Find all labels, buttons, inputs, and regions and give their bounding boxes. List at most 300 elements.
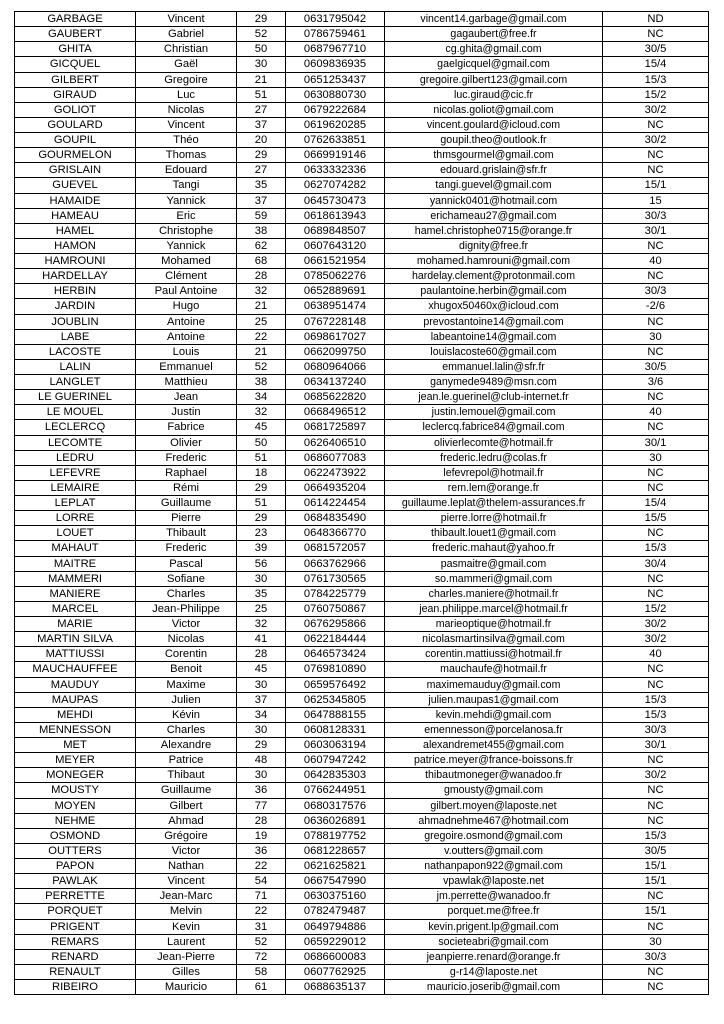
- table-row: [15, 586, 709, 601]
- age-cell: 51: [237, 450, 286, 465]
- age-cell: 36: [237, 783, 286, 798]
- table-row: [15, 359, 709, 374]
- ranking-cell: NC: [603, 163, 709, 178]
- ranking-cell: 15/5: [603, 511, 709, 526]
- phone-cell: 0661521954: [286, 254, 385, 269]
- first-name-cell: Gaël: [136, 57, 237, 72]
- age-cell: 21: [237, 72, 286, 87]
- age-cell: 62: [237, 238, 286, 253]
- age-cell: 29: [237, 511, 286, 526]
- email-cell: maximemauduy@gmail.com: [385, 677, 603, 692]
- first-name-cell: Pierre: [136, 511, 237, 526]
- email-cell: nicolas.goliot@gmail.com: [385, 102, 603, 117]
- phone-cell: 0782479487: [286, 904, 385, 919]
- age-cell: 29: [237, 480, 286, 495]
- first-name-cell: Ahmad: [136, 813, 237, 828]
- first-name-cell: Corentin: [136, 647, 237, 662]
- age-cell: 41: [237, 632, 286, 647]
- last-name-cell: PAWLAK: [15, 874, 136, 889]
- table-row: [15, 27, 709, 42]
- age-cell: 58: [237, 964, 286, 979]
- age-cell: 30: [237, 571, 286, 586]
- phone-cell: 0642835303: [286, 768, 385, 783]
- first-name-cell: Jean: [136, 390, 237, 405]
- email-cell: guillaume.leplat@thelem-assurances.fr: [385, 496, 603, 511]
- ranking-cell: -2/6: [603, 299, 709, 314]
- last-name-cell: MARCEL: [15, 601, 136, 616]
- first-name-cell: Laurent: [136, 934, 237, 949]
- members-table: [14, 11, 709, 995]
- last-name-cell: MAMMERI: [15, 571, 136, 586]
- email-cell: pasmaitre@gmail.com: [385, 556, 603, 571]
- table-row: [15, 541, 709, 556]
- table-row: [15, 934, 709, 949]
- ranking-cell: NC: [603, 420, 709, 435]
- email-cell: luc.giraud@cic.fr: [385, 87, 603, 102]
- email-cell: nathanpapon922@gmail.com: [385, 859, 603, 874]
- phone-cell: 0679222684: [286, 102, 385, 117]
- phone-cell: 0769810890: [286, 662, 385, 677]
- ranking-cell: NC: [603, 526, 709, 541]
- first-name-cell: Eric: [136, 208, 237, 223]
- table-row: [15, 632, 709, 647]
- first-name-cell: Jean-Pierre: [136, 949, 237, 964]
- ranking-cell: 30/3: [603, 284, 709, 299]
- ranking-cell: 30: [603, 934, 709, 949]
- first-name-cell: Nicolas: [136, 632, 237, 647]
- ranking-cell: NC: [603, 677, 709, 692]
- table-row: [15, 904, 709, 919]
- table-row: [15, 148, 709, 163]
- age-cell: 31: [237, 919, 286, 934]
- first-name-cell: Sofiane: [136, 571, 237, 586]
- age-cell: 54: [237, 874, 286, 889]
- first-name-cell: Melvin: [136, 904, 237, 919]
- age-cell: 61: [237, 980, 286, 995]
- last-name-cell: RENARD: [15, 949, 136, 964]
- table-row: [15, 677, 709, 692]
- first-name-cell: Vincent: [136, 874, 237, 889]
- email-cell: porquet.me@free.fr: [385, 904, 603, 919]
- last-name-cell: MOYEN: [15, 798, 136, 813]
- phone-cell: 0668496512: [286, 405, 385, 420]
- phone-cell: 0684835490: [286, 511, 385, 526]
- last-name-cell: GOUPIL: [15, 133, 136, 148]
- ranking-cell: 15/1: [603, 904, 709, 919]
- table-row: [15, 753, 709, 768]
- email-cell: goupil.theo@outlook.fr: [385, 133, 603, 148]
- table-row: [15, 344, 709, 359]
- email-cell: vincent14.garbage@gmail.com: [385, 12, 603, 27]
- first-name-cell: Guillaume: [136, 496, 237, 511]
- email-cell: kevin.prigent.lp@gmail.com: [385, 919, 603, 934]
- email-cell: edouard.grislain@sfr.fr: [385, 163, 603, 178]
- email-cell: thibautmoneger@wanadoo.fr: [385, 768, 603, 783]
- table-row: [15, 783, 709, 798]
- phone-cell: 0681228657: [286, 843, 385, 858]
- table-row: [15, 450, 709, 465]
- first-name-cell: Yannick: [136, 193, 237, 208]
- phone-cell: 0680317576: [286, 798, 385, 813]
- age-cell: 32: [237, 284, 286, 299]
- age-cell: 36: [237, 843, 286, 858]
- phone-cell: 0686600083: [286, 949, 385, 964]
- table-row: [15, 193, 709, 208]
- first-name-cell: Justin: [136, 405, 237, 420]
- table-row: [15, 329, 709, 344]
- age-cell: 30: [237, 57, 286, 72]
- email-cell: jeanpierre.renard@orange.fr: [385, 949, 603, 964]
- last-name-cell: MOUSTY: [15, 783, 136, 798]
- table-row: [15, 738, 709, 753]
- ranking-cell: 30/3: [603, 208, 709, 223]
- table-row: [15, 617, 709, 632]
- table-row: [15, 102, 709, 117]
- first-name-cell: Grégoire: [136, 828, 237, 843]
- age-cell: 68: [237, 254, 286, 269]
- age-cell: 34: [237, 390, 286, 405]
- phone-cell: 0680964066: [286, 359, 385, 374]
- ranking-cell: NC: [603, 783, 709, 798]
- ranking-cell: NC: [603, 269, 709, 284]
- last-name-cell: LEMAIRE: [15, 480, 136, 495]
- phone-cell: 0698617027: [286, 329, 385, 344]
- phone-cell: 0762633851: [286, 133, 385, 148]
- phone-cell: 0607762925: [286, 964, 385, 979]
- phone-cell: 0634137240: [286, 375, 385, 390]
- email-cell: xhugox50460x@icloud.com: [385, 299, 603, 314]
- ranking-cell: 30/2: [603, 768, 709, 783]
- first-name-cell: Hugo: [136, 299, 237, 314]
- table-row: [15, 949, 709, 964]
- age-cell: 25: [237, 314, 286, 329]
- last-name-cell: GRISLAIN: [15, 163, 136, 178]
- last-name-cell: MANIERE: [15, 586, 136, 601]
- email-cell: jm.perrette@wanadoo.fr: [385, 889, 603, 904]
- age-cell: 71: [237, 889, 286, 904]
- first-name-cell: Luc: [136, 87, 237, 102]
- ranking-cell: 40: [603, 405, 709, 420]
- ranking-cell: ND: [603, 12, 709, 27]
- first-name-cell: Vincent: [136, 12, 237, 27]
- phone-cell: 0785062276: [286, 269, 385, 284]
- first-name-cell: Mauricio: [136, 980, 237, 995]
- phone-cell: 0767228148: [286, 314, 385, 329]
- age-cell: 28: [237, 647, 286, 662]
- last-name-cell: HAMEL: [15, 223, 136, 238]
- last-name-cell: MONEGER: [15, 768, 136, 783]
- table-row: [15, 828, 709, 843]
- phone-cell: 0645730473: [286, 193, 385, 208]
- ranking-cell: 15/2: [603, 87, 709, 102]
- email-cell: tangi.guevel@gmail.com: [385, 178, 603, 193]
- age-cell: 34: [237, 707, 286, 722]
- ranking-cell: NC: [603, 148, 709, 163]
- last-name-cell: PAPON: [15, 859, 136, 874]
- email-cell: v.outters@gmail.com: [385, 843, 603, 858]
- email-cell: olivierlecomte@hotmail.fr: [385, 435, 603, 450]
- last-name-cell: MAITRE: [15, 556, 136, 571]
- table-row: [15, 496, 709, 511]
- ranking-cell: NC: [603, 964, 709, 979]
- last-name-cell: GOLIOT: [15, 102, 136, 117]
- first-name-cell: Frederic: [136, 541, 237, 556]
- age-cell: 56: [237, 556, 286, 571]
- first-name-cell: Emmanuel: [136, 359, 237, 374]
- first-name-cell: Jean-Marc: [136, 889, 237, 904]
- first-name-cell: Edouard: [136, 163, 237, 178]
- age-cell: 27: [237, 163, 286, 178]
- first-name-cell: Pascal: [136, 556, 237, 571]
- last-name-cell: LANGLET: [15, 375, 136, 390]
- table-row: [15, 375, 709, 390]
- age-cell: 38: [237, 375, 286, 390]
- age-cell: 22: [237, 329, 286, 344]
- last-name-cell: PORQUET: [15, 904, 136, 919]
- age-cell: 29: [237, 738, 286, 753]
- table-row: [15, 465, 709, 480]
- last-name-cell: LOUET: [15, 526, 136, 541]
- phone-cell: 0689848507: [286, 223, 385, 238]
- table-row: [15, 874, 709, 889]
- first-name-cell: Thibault: [136, 526, 237, 541]
- ranking-cell: 30: [603, 450, 709, 465]
- table-row: [15, 12, 709, 27]
- phone-cell: 0676295866: [286, 617, 385, 632]
- phone-cell: 0648366770: [286, 526, 385, 541]
- age-cell: 50: [237, 42, 286, 57]
- first-name-cell: Nicolas: [136, 102, 237, 117]
- phone-cell: 0667547990: [286, 874, 385, 889]
- last-name-cell: PRIGENT: [15, 919, 136, 934]
- ranking-cell: 40: [603, 254, 709, 269]
- ranking-cell: NC: [603, 980, 709, 995]
- last-name-cell: GARBAGE: [15, 12, 136, 27]
- last-name-cell: MET: [15, 738, 136, 753]
- ranking-cell: 30/5: [603, 359, 709, 374]
- phone-cell: 0603063194: [286, 738, 385, 753]
- ranking-cell: NC: [603, 889, 709, 904]
- email-cell: charles.maniere@hotmail.fr: [385, 586, 603, 601]
- ranking-cell: 30/2: [603, 617, 709, 632]
- table-row: [15, 859, 709, 874]
- table-row: [15, 722, 709, 737]
- phone-cell: 0633332336: [286, 163, 385, 178]
- first-name-cell: Guillaume: [136, 783, 237, 798]
- last-name-cell: OSMOND: [15, 828, 136, 843]
- last-name-cell: MARTIN SILVA: [15, 632, 136, 647]
- last-name-cell: MEHDI: [15, 707, 136, 722]
- age-cell: 45: [237, 420, 286, 435]
- last-name-cell: LEPLAT: [15, 496, 136, 511]
- email-cell: vpawlak@laposte.net: [385, 874, 603, 889]
- phone-cell: 0607643120: [286, 238, 385, 253]
- ranking-cell: NC: [603, 117, 709, 132]
- ranking-cell: 15/3: [603, 72, 709, 87]
- email-cell: vincent.goulard@icloud.com: [385, 117, 603, 132]
- last-name-cell: LABE: [15, 329, 136, 344]
- last-name-cell: OUTTERS: [15, 843, 136, 858]
- table-row: [15, 299, 709, 314]
- last-name-cell: MAHAUT: [15, 541, 136, 556]
- table-row: [15, 238, 709, 253]
- email-cell: erichameau27@gmail.com: [385, 208, 603, 223]
- last-name-cell: NEHME: [15, 813, 136, 828]
- phone-cell: 0788197752: [286, 828, 385, 843]
- last-name-cell: LE GUERINEL: [15, 390, 136, 405]
- ranking-cell: 15/1: [603, 874, 709, 889]
- phone-cell: 0627074282: [286, 178, 385, 193]
- phone-cell: 0626406510: [286, 435, 385, 450]
- ranking-cell: NC: [603, 586, 709, 601]
- ranking-cell: 15/3: [603, 828, 709, 843]
- email-cell: mohamed.hamrouni@gmail.com: [385, 254, 603, 269]
- first-name-cell: Antoine: [136, 329, 237, 344]
- first-name-cell: Raphael: [136, 465, 237, 480]
- table-row: [15, 72, 709, 87]
- last-name-cell: MAUPAS: [15, 692, 136, 707]
- first-name-cell: Yannick: [136, 238, 237, 253]
- table-row: [15, 526, 709, 541]
- first-name-cell: Mohamed: [136, 254, 237, 269]
- first-name-cell: Charles: [136, 722, 237, 737]
- email-cell: alexandremet455@gmail.com: [385, 738, 603, 753]
- table-row: [15, 208, 709, 223]
- table-row: [15, 692, 709, 707]
- table-row: [15, 117, 709, 132]
- phone-cell: 0647888155: [286, 707, 385, 722]
- age-cell: 45: [237, 662, 286, 677]
- phone-cell: 0609836935: [286, 57, 385, 72]
- ranking-cell: 15/1: [603, 178, 709, 193]
- table-row: [15, 390, 709, 405]
- phone-cell: 0651253437: [286, 72, 385, 87]
- ranking-cell: 15/3: [603, 707, 709, 722]
- last-name-cell: MATTIUSSI: [15, 647, 136, 662]
- phone-cell: 0646573424: [286, 647, 385, 662]
- age-cell: 50: [237, 435, 286, 450]
- age-cell: 28: [237, 813, 286, 828]
- table-row: [15, 813, 709, 828]
- age-cell: 28: [237, 269, 286, 284]
- last-name-cell: GAUBERT: [15, 27, 136, 42]
- ranking-cell: NC: [603, 798, 709, 813]
- first-name-cell: Frederic: [136, 450, 237, 465]
- first-name-cell: Alexandre: [136, 738, 237, 753]
- ranking-cell: 30/1: [603, 223, 709, 238]
- email-cell: frederic.ledru@colas.fr: [385, 450, 603, 465]
- age-cell: 30: [237, 722, 286, 737]
- email-cell: cg.ghita@gmail.com: [385, 42, 603, 57]
- last-name-cell: HAMROUNI: [15, 254, 136, 269]
- email-cell: thibault.louet1@gmail.com: [385, 526, 603, 541]
- table-row: [15, 556, 709, 571]
- ranking-cell: 15/2: [603, 601, 709, 616]
- first-name-cell: Jean-Philippe: [136, 601, 237, 616]
- last-name-cell: HERBIN: [15, 284, 136, 299]
- age-cell: 72: [237, 949, 286, 964]
- table-row: [15, 314, 709, 329]
- last-name-cell: GOURMELON: [15, 148, 136, 163]
- table-row: [15, 707, 709, 722]
- first-name-cell: Fabrice: [136, 420, 237, 435]
- ranking-cell: NC: [603, 919, 709, 934]
- table-row: [15, 178, 709, 193]
- age-cell: 18: [237, 465, 286, 480]
- first-name-cell: Kevin: [136, 919, 237, 934]
- phone-cell: 0636026891: [286, 813, 385, 828]
- table-row: [15, 889, 709, 904]
- first-name-cell: Rémi: [136, 480, 237, 495]
- first-name-cell: Victor: [136, 617, 237, 632]
- last-name-cell: MAUDUY: [15, 677, 136, 692]
- first-name-cell: Patrice: [136, 753, 237, 768]
- table-row: [15, 223, 709, 238]
- phone-cell: 0631795042: [286, 12, 385, 27]
- email-cell: emmanuel.lalin@sfr.fr: [385, 359, 603, 374]
- first-name-cell: Vincent: [136, 117, 237, 132]
- email-cell: societeabri@gmail.com: [385, 934, 603, 949]
- age-cell: 20: [237, 133, 286, 148]
- ranking-cell: NC: [603, 390, 709, 405]
- first-name-cell: Gilbert: [136, 798, 237, 813]
- ranking-cell: NC: [603, 480, 709, 495]
- age-cell: 25: [237, 601, 286, 616]
- email-cell: gmousty@gmail.com: [385, 783, 603, 798]
- last-name-cell: JARDIN: [15, 299, 136, 314]
- last-name-cell: MEYER: [15, 753, 136, 768]
- first-name-cell: Charles: [136, 586, 237, 601]
- last-name-cell: GOULARD: [15, 117, 136, 132]
- first-name-cell: Julien: [136, 692, 237, 707]
- phone-cell: 0687967710: [286, 42, 385, 57]
- table-row: [15, 798, 709, 813]
- ranking-cell: 30/1: [603, 738, 709, 753]
- table-row: [15, 647, 709, 662]
- ranking-cell: NC: [603, 314, 709, 329]
- age-cell: 77: [237, 798, 286, 813]
- table-row: [15, 87, 709, 102]
- ranking-cell: 30/5: [603, 843, 709, 858]
- age-cell: 52: [237, 27, 286, 42]
- email-cell: marieoptique@hotmail.fr: [385, 617, 603, 632]
- ranking-cell: 15/4: [603, 496, 709, 511]
- age-cell: 30: [237, 677, 286, 692]
- last-name-cell: LORRE: [15, 511, 136, 526]
- email-cell: nicolasmartinsilva@gmail.com: [385, 632, 603, 647]
- phone-cell: 0681725897: [286, 420, 385, 435]
- table-row: [15, 964, 709, 979]
- phone-cell: 0685622820: [286, 390, 385, 405]
- phone-cell: 0669919146: [286, 148, 385, 163]
- age-cell: 38: [237, 223, 286, 238]
- email-cell: yannick0401@hotmail.com: [385, 193, 603, 208]
- table-row: [15, 768, 709, 783]
- email-cell: gregoire.osmond@gmail.com: [385, 828, 603, 843]
- ranking-cell: NC: [603, 344, 709, 359]
- email-cell: gregoire.gilbert123@gmail.com: [385, 72, 603, 87]
- email-cell: frederic.mahaut@yahoo.fr: [385, 541, 603, 556]
- age-cell: 21: [237, 344, 286, 359]
- first-name-cell: Louis: [136, 344, 237, 359]
- first-name-cell: Paul Antoine: [136, 284, 237, 299]
- table-row: [15, 843, 709, 858]
- last-name-cell: GILBERT: [15, 72, 136, 87]
- phone-cell: 0688635137: [286, 980, 385, 995]
- first-name-cell: Christian: [136, 42, 237, 57]
- email-cell: gilbert.moyen@laposte.net: [385, 798, 603, 813]
- email-cell: ganymede9489@msn.com: [385, 375, 603, 390]
